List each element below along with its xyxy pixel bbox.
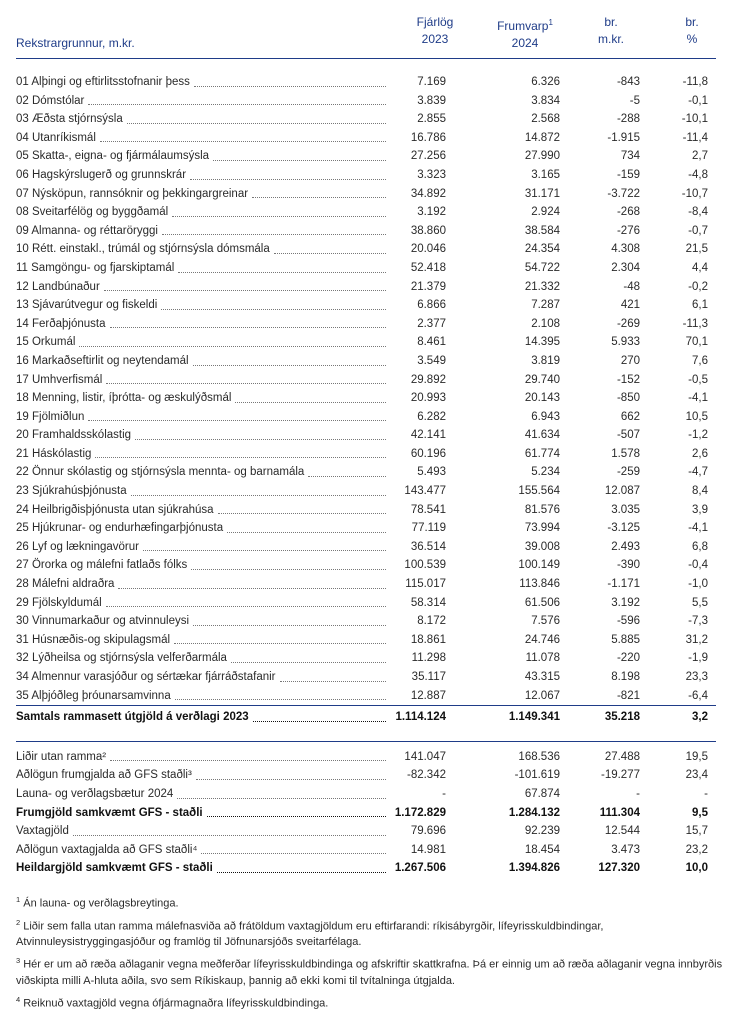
cell-change: -19.277 [600, 769, 640, 782]
cell-change: 27.488 [604, 750, 640, 763]
cell-2023: 38.860 [410, 224, 446, 237]
cell-change: 8.198 [611, 671, 640, 683]
cell-pct: -0,1 [688, 94, 708, 107]
cell-pct: 31,2 [685, 633, 708, 646]
cell-pct: 5,5 [692, 596, 708, 609]
cell-change: 12.544 [604, 825, 640, 838]
cell-2023: 143.477 [404, 485, 446, 498]
cell-pct: 10,5 [685, 410, 708, 423]
table-row [16, 259, 716, 278]
row-label: Vaxtagjöld [16, 825, 69, 838]
table-row [16, 278, 716, 297]
row-label: Launa- og verðlagsbætur 2024 [16, 787, 174, 800]
cell-pct: 9,5 [692, 806, 708, 819]
row-label: 27 Örorka og málefni fatlaðs fólks [16, 559, 188, 572]
cell-change: 4.308 [611, 243, 640, 256]
cell-2023: 14.981 [410, 843, 446, 856]
cell-pct: 3,2 [692, 711, 708, 724]
cell-change: 5.933 [611, 336, 640, 349]
row-label: 10 Rétt. einstakl., trúmál og stjórnsýsla dómsmála [16, 243, 270, 256]
row-label: 08 Sveitarfélög og byggðamál [16, 206, 169, 219]
cell-2023: 58.314 [410, 596, 446, 609]
cell-2024: 1.149.341 [508, 711, 560, 724]
cell-2024: 24.354 [524, 243, 560, 256]
cell-2024: 2.924 [531, 206, 560, 219]
cell-2024: 2.108 [531, 317, 560, 330]
cell-2023: 78.541 [410, 503, 446, 516]
cell-2024: 27.990 [524, 150, 560, 163]
cell-pct: 2,7 [692, 150, 708, 163]
row-label: 14 Ferðaþjónusta [16, 317, 106, 330]
table-row [16, 371, 716, 390]
cell-change: 35.218 [604, 711, 640, 724]
cell-2024: 92.239 [524, 825, 560, 838]
table-row [16, 649, 716, 668]
table-row [16, 538, 716, 557]
cell-pct: 23,2 [685, 843, 708, 856]
row-label: 20 Framhaldsskólastig [16, 429, 132, 442]
table-row [16, 766, 716, 785]
cell-pct: -0,5 [688, 373, 708, 386]
cell-change: -288 [616, 113, 640, 126]
cell-pct: -0,4 [688, 559, 708, 572]
row-label: 16 Markaðseftirlit og neytendamál [16, 354, 189, 367]
cell-2023: 12.887 [410, 689, 446, 702]
table-row [16, 166, 716, 185]
total-rule [16, 705, 716, 706]
cell-pct: 6,1 [692, 299, 708, 312]
footnote: $^3$ Hér er um að ræða aðlaganir vegna meðferðar lífeyrisskuldbindinga og afskriftir skattkrafna. Þá er einnig um að ræða aðlaganir vegna innbyrðis viðskipta milli A-hluta aðila, svo sem Ríkiskaup, þannig að ekki komi til tvítalninga útgjalda. [16, 956, 723, 987]
row-label: 06 Hagskýrslugerð og grunnskrár [16, 168, 187, 181]
table-row [16, 92, 716, 111]
cell-2023: 8.461 [417, 336, 446, 349]
cell-pct: 4,4 [692, 261, 708, 274]
row-label: 07 Nýsköpun, rannsóknir og þekkingargreinar [16, 187, 249, 200]
cell-change: -596 [616, 615, 640, 628]
cell-change: -5 [629, 94, 640, 107]
row-label: Samtals rammasett útgjöld á verðlagi 2023 [16, 711, 249, 724]
row-label: 23 Sjúkrahúsþjónusta [16, 485, 127, 498]
cell-2023: 3.323 [417, 168, 446, 181]
row-label: 15 Orkumál [16, 336, 76, 349]
cell-2024: 73.994 [524, 522, 560, 535]
cell-2023: 8.172 [417, 615, 446, 628]
cell-2024: 6.943 [531, 410, 560, 423]
cell-change: 12.087 [604, 485, 640, 498]
table-header [16, 14, 716, 59]
table-row [16, 841, 716, 860]
cell-pct: -11,3 [682, 317, 708, 330]
table-row [16, 859, 716, 878]
cell-2024: -101.619 [514, 769, 560, 782]
cell-change: -1.171 [607, 578, 640, 591]
cell-pct: - [704, 787, 708, 800]
row-label: Aðlögun frumgjalda að GFS staðli³ [16, 769, 192, 782]
cell-2023: 3.549 [417, 354, 446, 367]
table-row [16, 501, 716, 520]
cell-pct: 19,5 [685, 750, 708, 763]
cell-2024: 41.634 [524, 429, 560, 442]
table-row [16, 147, 716, 166]
cell-2024: 100.149 [518, 559, 560, 572]
row-label: 22 Önnur skólastig og stjórnsýsla mennta- og barnamála [16, 466, 305, 479]
cell-2024: 18.454 [524, 843, 560, 856]
cell-change: 5.885 [611, 633, 640, 646]
cell-change: 2.493 [611, 540, 640, 553]
cell-pct: 21,5 [685, 243, 708, 256]
cell-pct: -4,7 [688, 466, 708, 479]
cell-change: -3.722 [607, 187, 640, 200]
row-label: 09 Almanna- og réttaröryggi [16, 224, 158, 237]
cell-change: -220 [616, 652, 640, 665]
cell-2024: 3.834 [531, 94, 560, 107]
row-label: 11 Samgöngu- og fjarskiptamál [16, 261, 175, 274]
cell-2023: 34.892 [410, 187, 446, 200]
row-label: Frumgjöld samkvæmt GFS - staðli [16, 806, 203, 819]
cell-2023: 6.866 [417, 299, 446, 312]
cell-change: 270 [620, 354, 640, 367]
table-row [16, 748, 716, 767]
cell-change: 127.320 [598, 862, 640, 875]
cell-change: 3.192 [611, 596, 640, 609]
table-row [16, 687, 716, 706]
cell-2024: 3.165 [531, 168, 560, 181]
footnote: $^2$ Liðir sem falla utan ramma málefnasviða að frátöldum vaxtagjöldum eru eftirfarandi: ríkisábyrgðir, lífeyrisskuldbindingar, Atvinnuleysistryggingasjóður og framlög til Jöfnunarsjóðs sveitarfélaga. [16, 917, 604, 949]
table-row [16, 408, 716, 427]
cell-2023: 7.169 [417, 76, 446, 88]
cell-pct: -8,4 [688, 206, 708, 219]
cell-change: 421 [620, 299, 640, 312]
cell-change: -507 [616, 429, 640, 442]
cell-change: -843 [616, 76, 640, 88]
cell-2023: 141.047 [404, 750, 446, 763]
cell-2024: 54.722 [524, 261, 560, 274]
cell-2024: 155.564 [518, 485, 560, 498]
cell-2024: 21.332 [524, 280, 560, 293]
table-row [16, 315, 716, 334]
cell-2024: 2.568 [531, 113, 560, 126]
cell-2023: 2.377 [417, 317, 446, 330]
cell-2023: 29.892 [410, 373, 446, 386]
cell-change: -390 [616, 559, 640, 572]
cell-change: - [636, 787, 640, 800]
table-row [16, 556, 716, 575]
footnote: $^4$ Reiknuð vaxtagjöld vegna ófjármagnaðra lífeyrisskuldbindinga. [16, 994, 329, 1010]
row-label: 12 Landbúnaður [16, 280, 100, 293]
header-col-change-pct: br. % [685, 15, 699, 46]
cell-2024: 14.395 [524, 336, 560, 349]
cell-2024: 1.394.826 [508, 862, 560, 875]
header-label: Rekstrargrunnur, m.kr. [16, 36, 135, 50]
cell-2024: 12.067 [524, 689, 560, 702]
cell-change: -1.915 [607, 131, 640, 144]
cell-2024: 81.576 [524, 503, 560, 516]
row-label: 32 Lýðheilsa og stjórnsýsla velferðarmála [16, 652, 227, 665]
cell-pct: 3,9 [692, 503, 708, 516]
cell-pct: -1,2 [688, 429, 708, 442]
cell-change: 662 [620, 410, 640, 423]
row-label: 18 Menning, listir, íþrótta- og æskulýðsmál [16, 392, 232, 405]
cell-pct: 15,7 [685, 825, 708, 838]
section-divider [16, 727, 716, 742]
cell-2024: 61.774 [524, 447, 560, 460]
table-row [16, 631, 716, 650]
row-label: 29 Fjölskyldumál [16, 596, 102, 609]
cell-pct: -11,8 [682, 76, 708, 88]
cell-2024: 67.874 [524, 787, 560, 800]
cell-pct: -0,2 [688, 280, 708, 293]
cell-pct: 23,4 [685, 769, 708, 782]
cell-change: 734 [620, 150, 640, 163]
cell-change: -850 [616, 392, 640, 405]
cell-pct: 7,6 [692, 354, 708, 367]
cell-pct: -7,3 [688, 615, 708, 628]
cell-change: 111.304 [599, 806, 640, 819]
cell-2023: 21.379 [410, 280, 446, 293]
cell-2023: -82.342 [406, 769, 446, 782]
table-row [16, 822, 716, 841]
cell-pct: -1,0 [688, 578, 708, 591]
table-row [16, 519, 716, 538]
cell-2023: 18.861 [410, 633, 446, 646]
table-row [16, 575, 716, 594]
cell-pct: -4,1 [688, 522, 708, 535]
table-row [16, 668, 716, 687]
cell-change: 1.578 [611, 447, 640, 460]
cell-2024: 43.315 [524, 671, 560, 683]
cell-2023: 6.282 [417, 410, 446, 423]
cell-pct: -10,7 [681, 187, 708, 200]
cell-2024: 5.234 [531, 466, 560, 479]
header-col-budget-2023: Fjárlög 2023 [416, 15, 454, 46]
footnotes [16, 892, 728, 1015]
table-row [16, 804, 716, 823]
cell-2023: 77.119 [411, 522, 446, 535]
budget-table [16, 14, 716, 878]
cell-change: 3.473 [611, 843, 640, 856]
cell-pct: -10,1 [681, 113, 708, 126]
cell-2023: 79.696 [410, 825, 446, 838]
row-label: 03 Æðsta stjórnsýsla [16, 113, 123, 126]
table-row [16, 222, 716, 241]
cell-2023: 3.192 [417, 206, 446, 219]
footnote: $^1$ Án launa- og verðlagsbreytinga. [16, 895, 179, 910]
cell-2023: 1.172.829 [394, 806, 446, 819]
cell-2024: 31.171 [524, 187, 560, 200]
cell-2024: 29.740 [524, 373, 560, 386]
table-row [16, 445, 716, 464]
cell-pct: -0,7 [688, 224, 708, 237]
row-label: 02 Dómstólar [16, 94, 85, 107]
row-label: 21 Háskólastig [16, 447, 92, 460]
row-label: 34 Almennur varasjóður og sértækar fjárráðstafanir [16, 671, 276, 683]
cell-change: -3.125 [607, 522, 640, 535]
cell-2024: 168.536 [518, 750, 560, 763]
cell-2023: 35.117 [411, 671, 446, 683]
table-row [16, 73, 716, 92]
cell-2023: 1.114.124 [395, 711, 446, 724]
cell-2024: 6.326 [531, 76, 560, 88]
cell-pct: -4,1 [688, 392, 708, 405]
cell-2023: 36.514 [410, 540, 446, 553]
cell-2023: 20.993 [410, 392, 446, 405]
header-col-bill-2024: Frumvarp$^1$ 2024 [497, 18, 553, 50]
table-row [16, 785, 716, 804]
table-row [16, 333, 716, 352]
cell-pct: -6,4 [688, 689, 708, 702]
cell-pct: 2,6 [692, 447, 708, 460]
cell-pct: 23,3 [685, 671, 708, 683]
table-row [16, 463, 716, 482]
table-row [16, 482, 716, 501]
cell-2024: 39.008 [524, 540, 560, 553]
cell-pct: 8,4 [692, 485, 708, 498]
cell-change: -152 [616, 373, 640, 386]
cell-change: -159 [616, 168, 640, 181]
cell-2024: 1.284.132 [508, 806, 560, 819]
row-label: Heildargjöld samkvæmt GFS - staðli [16, 862, 213, 875]
row-label: 04 Utanríkismál [16, 131, 96, 144]
cell-2023: 2.855 [417, 113, 446, 126]
row-label: Liðir utan ramma² [16, 750, 107, 763]
table-row [16, 296, 716, 315]
cell-pct: 6,8 [692, 540, 708, 553]
cell-change: 2.304 [611, 261, 640, 274]
header-col-change-mkr: br. m.kr. [598, 15, 624, 46]
cell-2024: 7.576 [531, 615, 560, 628]
cell-2023: 52.418 [410, 261, 446, 274]
cell-change: -821 [616, 689, 640, 702]
cell-2023: 42.141 [410, 429, 446, 442]
cell-pct: -4,8 [688, 168, 708, 181]
cell-2023: 11.298 [411, 652, 446, 665]
table-lower [16, 748, 716, 878]
cell-pct: 10,0 [685, 862, 708, 875]
cell-2024: 61.506 [524, 596, 560, 609]
cell-2024: 14.872 [524, 131, 560, 144]
cell-2024: 113.846 [519, 578, 560, 591]
table-row [16, 203, 716, 222]
cell-2023: 16.786 [410, 131, 446, 144]
table-row [16, 594, 716, 613]
row-label: Aðlögun vaxtagjalda að GFS staðli⁴ [16, 843, 198, 856]
cell-2024: 11.078 [525, 652, 560, 665]
cell-2023: 115.017 [405, 578, 446, 591]
table-row [16, 129, 716, 148]
row-label: 31 Húsnæðis-og skipulagsmál [16, 633, 171, 646]
cell-2023: 60.196 [410, 447, 446, 460]
table-row [16, 185, 716, 204]
cell-2023: 20.046 [410, 243, 446, 256]
table-row-total [16, 708, 716, 727]
cell-pct: 70,1 [685, 336, 708, 349]
cell-2023: 1.267.506 [394, 862, 446, 875]
cell-2023: 100.539 [404, 559, 446, 572]
cell-2023: 3.839 [417, 94, 446, 107]
row-label: 05 Skatta-, eigna- og fjármálaumsýsla [16, 150, 210, 163]
cell-2024: 38.584 [524, 224, 560, 237]
cell-pct: -1,9 [688, 652, 708, 665]
row-label: 19 Fjölmiðlun [16, 410, 85, 423]
cell-2024: 20.143 [524, 392, 560, 405]
row-label: 25 Hjúkrunar- og endurhæfingarþjónusta [16, 522, 224, 535]
cell-change: -276 [616, 224, 640, 237]
cell-2023: - [442, 787, 446, 800]
cell-2023: 27.256 [410, 150, 446, 163]
row-label: 35 Alþjóðleg þróunarsamvinna [16, 689, 171, 702]
cell-change: -269 [616, 317, 640, 330]
cell-2024: 24.746 [524, 633, 560, 646]
row-label: 26 Lyf og lækningavörur [16, 540, 139, 553]
table-row [16, 110, 716, 129]
cell-2023: 5.493 [417, 466, 446, 479]
cell-2024: 3.819 [531, 354, 560, 367]
row-label: 30 Vinnumarkaður og atvinnuleysi [16, 615, 190, 628]
row-label: 01 Alþingi og eftirlitsstofnanir þess [16, 76, 190, 88]
table-row [16, 389, 716, 408]
table-row [16, 612, 716, 631]
table-row [16, 426, 716, 445]
row-label: 24 Heilbrigðisþjónusta utan sjúkrahúsa [16, 503, 214, 516]
cell-2024: 7.287 [531, 299, 560, 312]
cell-change: -259 [616, 466, 640, 479]
cell-change: -48 [623, 280, 640, 293]
row-label: 28 Málefni aldraðra [16, 578, 115, 591]
cell-change: 3.035 [611, 503, 640, 516]
cell-change: -268 [616, 206, 640, 219]
row-label: 17 Umhverfismál [16, 373, 103, 386]
cell-pct: -11,4 [682, 131, 708, 144]
table-row [16, 352, 716, 371]
row-label: 13 Sjávarútvegur og fiskeldi [16, 299, 158, 312]
table-body [16, 73, 716, 705]
table-row [16, 240, 716, 259]
